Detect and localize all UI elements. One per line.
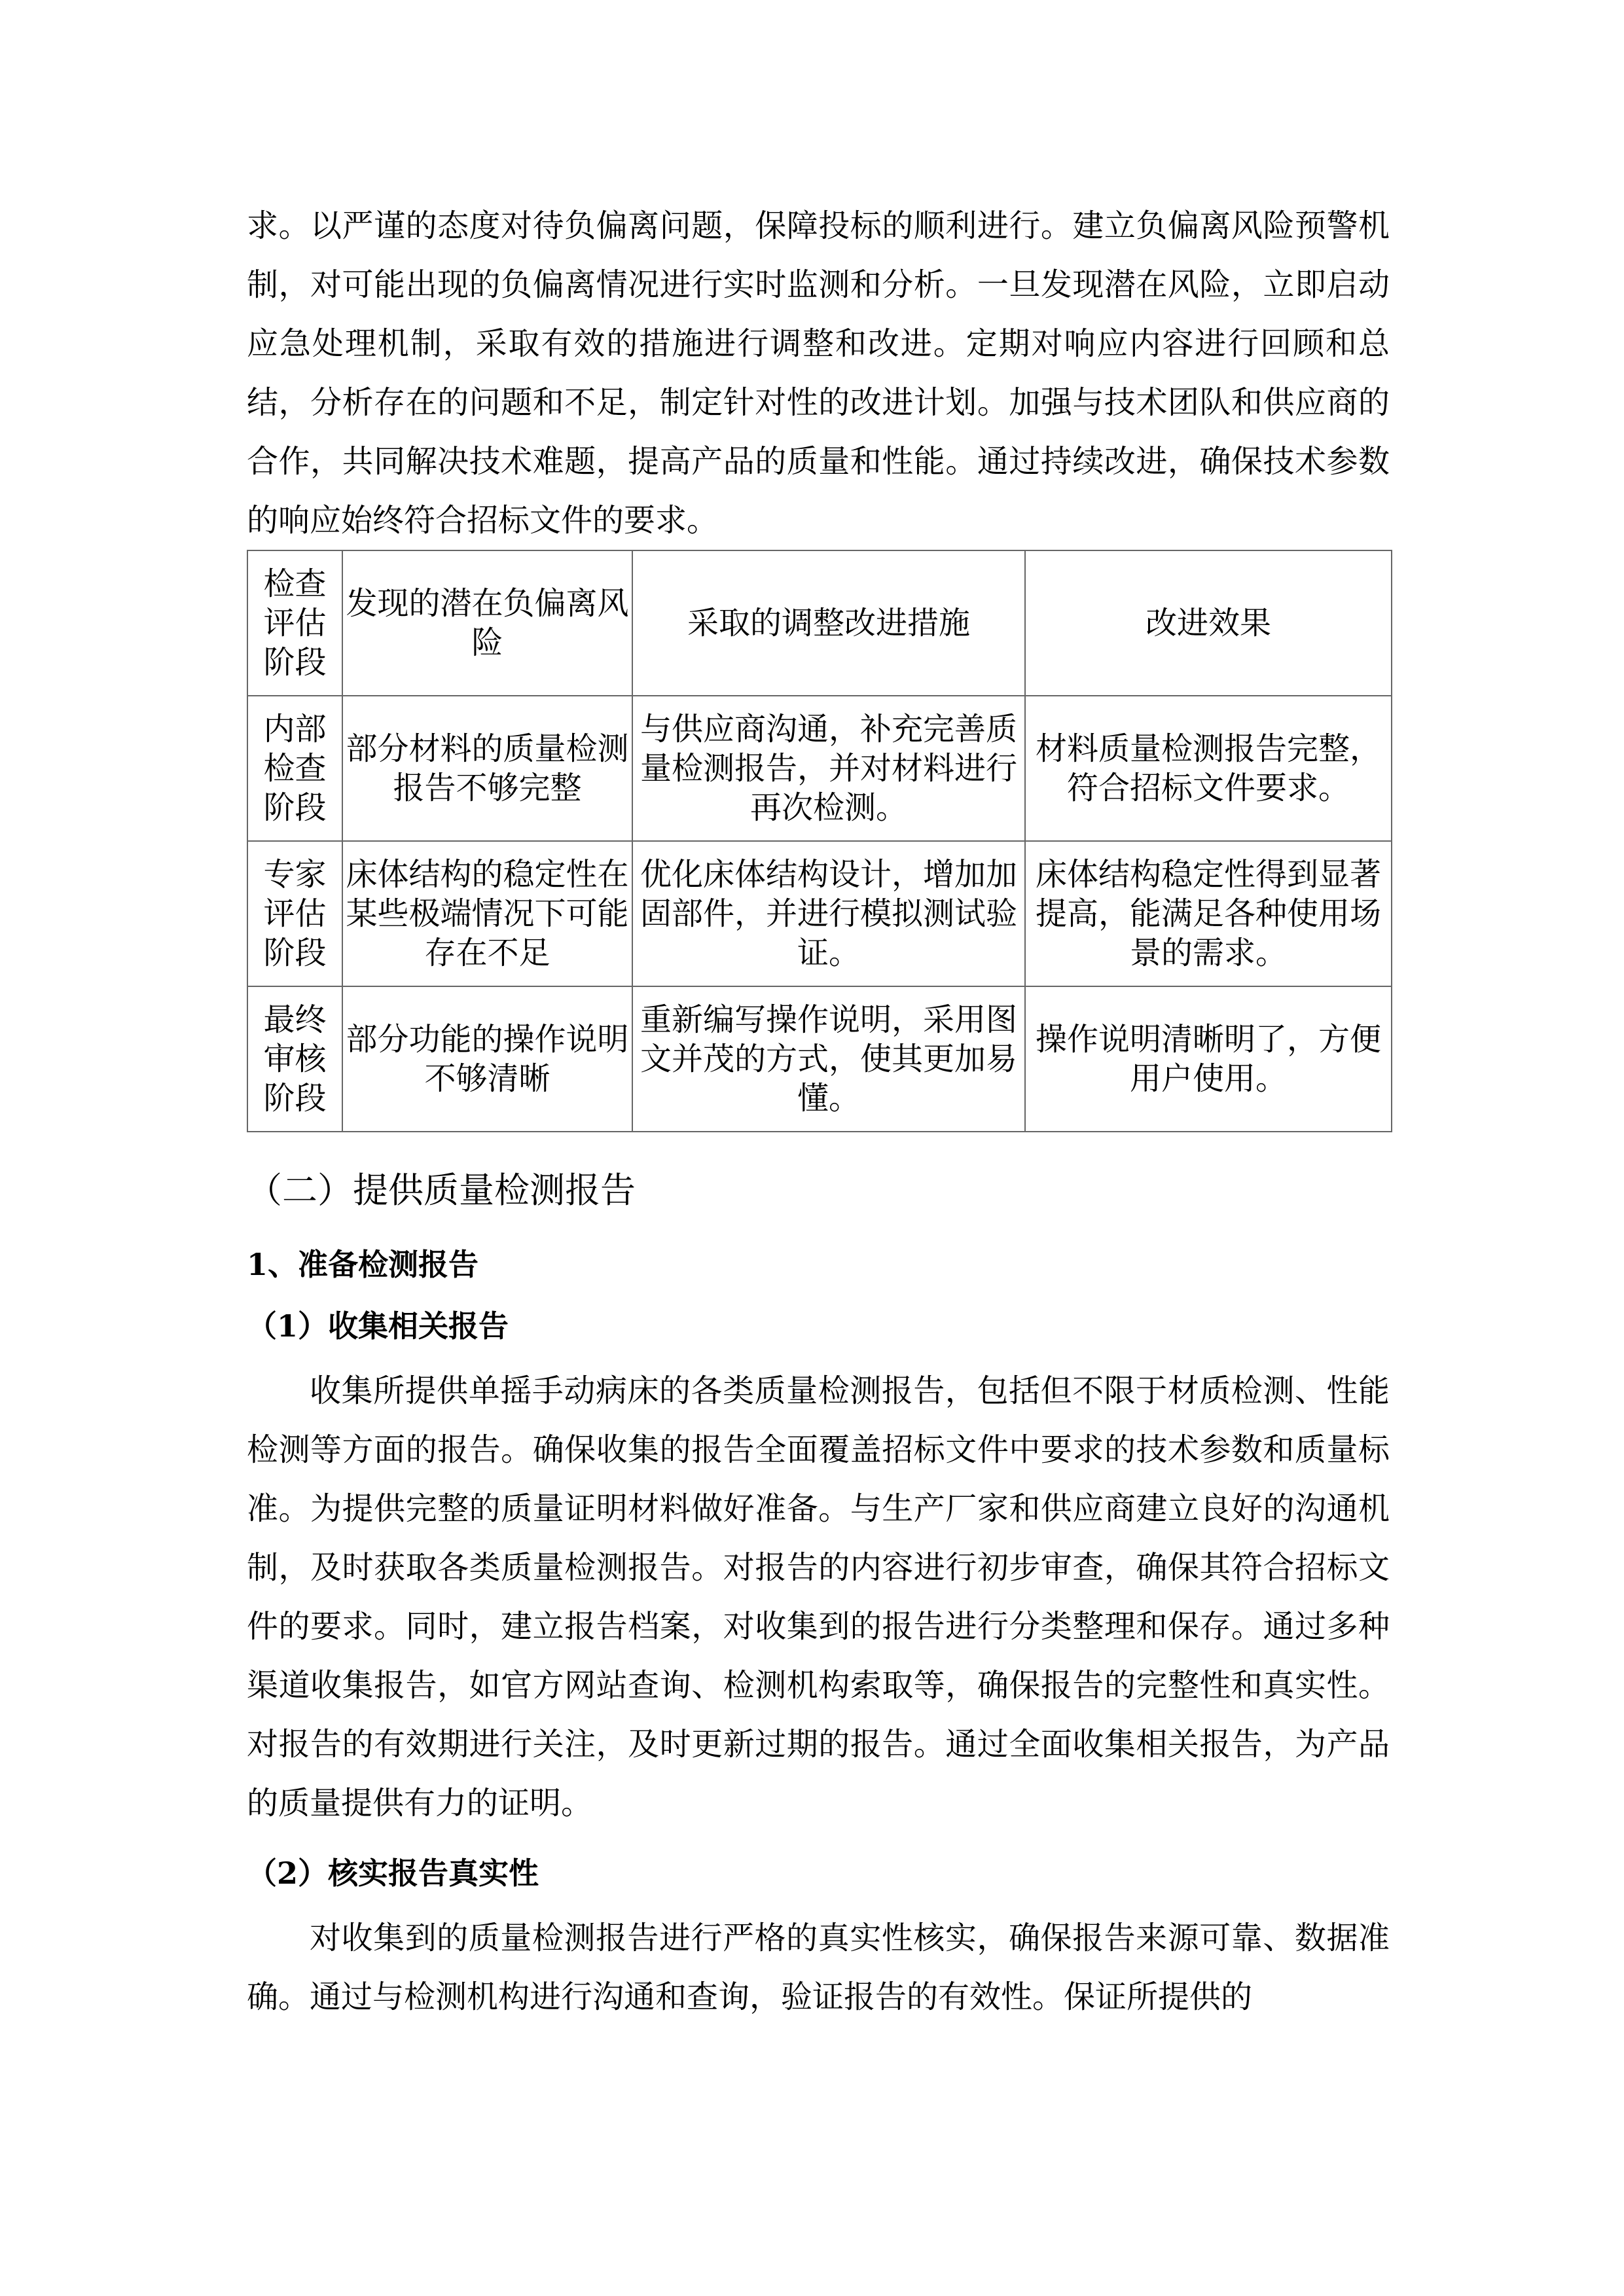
table-header-cell: 采取的调整改进措施 [632,550,1025,696]
table-cell: 重新编写操作说明，采用图文并茂的方式，使其更加易懂。 [632,986,1025,1132]
table-cell: 材料质量检测报告完整，符合招标文件要求。 [1025,696,1392,841]
item-heading-verify: （2）核实报告真实性 [247,1856,539,1891]
intro-paragraph: 求。以严谨的态度对待负偏离问题，保障投标的顺利进行。建立负偏离风险预警机制，对可能出现的负偏离情况进行实时监测和分析。一旦发现潜在风险，立即启动应急处理机制，采取有效的措施进行调整和改进。定期对响应内容进行回顾和总结，分析存在的问题和不足，制定针对性的改进计划。加强与技术团队和供应商的合作，共同解决技术难题，提高产品的质量和性能。通过持续改进，确保技术参数的响应始终符合招标文件的要求。 [247,207,1390,539]
subsection-heading: 1、准备检测报告 [247,1247,479,1282]
collect-reports-paragraph: 收集所提供单摇手动病床的各类质量检测报告，包括但不限于材质检测、性能检测等方面的报告。确保收集的报告全面覆盖招标文件中要求的技术参数和质量标准。为提供完整的质量证明材料做好准备。与生产厂家和供应商建立良好的沟通机制，及时获取各类质量检测报告。对报告的内容进行初步审查，确保其符合招标文件的要求。同时，建立报告档案，对收集到的报告进行分类整理和保存。通过多种渠道收集报告，如官方网站查询、检测机构索取等，确保报告的完整性和真实性。对报告的有效期进行关注，及时更新过期的报告。通过全面收集相关报告，为产品的质量提供有力的证明。 [247,1372,1390,1821]
table-cell: 专家评估阶段 [247,841,342,986]
table-cell: 床体结构的稳定性在某些极端情况下可能存在不足 [342,841,632,986]
risk-table [247,550,1392,1132]
table-header-row [247,550,1392,696]
table-cell: 操作说明清晰明了，方便用户使用。 [1025,986,1392,1132]
table-cell: 部分材料的质量检测报告不够完整 [342,696,632,841]
table-cell: 优化床体结构设计，增加加固部件，并进行模拟测试验证。 [632,841,1025,986]
table-cell: 床体结构稳定性得到显著提高，能满足各种使用场景的需求。 [1025,841,1392,986]
section-heading: （二）提供质量检测报告 [247,1170,636,1211]
table-row [247,841,1392,986]
table-cell: 部分功能的操作说明不够清晰 [342,986,632,1132]
table-cell: 最终审核阶段 [247,986,342,1132]
table-row [247,696,1392,841]
table-cell: 与供应商沟通，补充完善质量检测报告，并对材料进行再次检测。 [632,696,1025,841]
item-heading-collect: （1）收集相关报告 [247,1308,509,1344]
table-header-cell: 发现的潜在负偏离风险 [342,550,632,696]
verify-reports-paragraph: 对收集到的质量检测报告进行严格的真实性核实，确保报告来源可靠、数据准确。通过与检测机构进行沟通和查询，验证报告的有效性。保证所提供的 [247,1920,1390,2015]
table-header-cell: 改进效果 [1025,550,1392,696]
table-cell: 内部检查阶段 [247,696,342,841]
document-page [247,196,1390,2026]
table-row [247,986,1392,1132]
table-header-cell: 检查评估阶段 [247,550,342,696]
